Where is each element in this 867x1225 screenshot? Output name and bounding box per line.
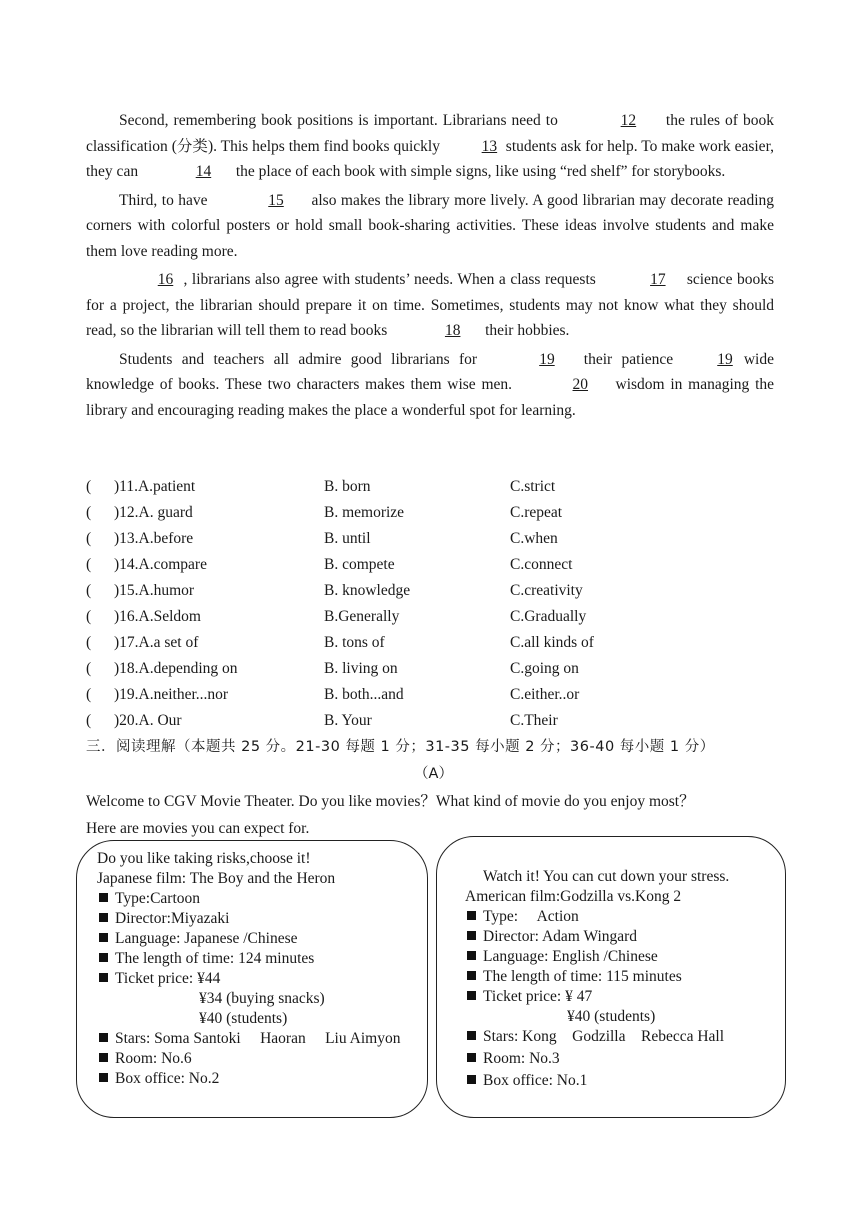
bullet-icon [99, 1073, 108, 1082]
paragraph-needs: 16 , librarians also agree with students’ needs. When a class requests 17 science books for a project, the librarian should prepare it on time. Sometimes, students may not know what they should read, so the librarian will tell them to read books 18 their hobbies. [86, 267, 774, 344]
option-row: ( )14.A.compare B. compete C.connect [86, 556, 573, 573]
card-stars: Stars: Soma Santoki Haoran Liu Aimyon [77, 1029, 427, 1049]
card-box-office: Box office: No.2 [77, 1069, 427, 1089]
option-row: ( )18.A.depending on B. living on C.going on [86, 660, 579, 677]
bullet-icon [467, 1031, 476, 1040]
card-language: Language: Japanese /Chinese [77, 929, 427, 949]
card-type: Type:Cartoon [77, 889, 427, 909]
option-row: ( )17.A.a set of B. tons of C.all kinds of [86, 634, 594, 651]
bullet-icon [99, 1033, 108, 1042]
paragraph-admire: Students and teachers all admire good librarians for 19 their patience 19 wide knowledge of books. These two characters makes them wise men. 20 wisdom in managing the library and encouraging reading makes the place a wonderful spot for learning. [86, 347, 774, 424]
bullet-icon [467, 991, 476, 1000]
blank-17: 17 [650, 271, 666, 288]
blank-18: 18 [444, 322, 461, 339]
blank-13: 13 [481, 137, 498, 155]
bullet-icon [99, 973, 108, 982]
card-price-students: ¥40 (students) [567, 1008, 656, 1025]
movie-card-boy-and-heron [76, 840, 428, 1118]
blank-14: 14 [195, 163, 212, 180]
option-row: ( )19.A.neither...nor B. both...and C.either..or [86, 686, 580, 703]
subsection-heading: （A） [414, 766, 453, 782]
bullet-icon [99, 953, 108, 962]
option-row: ( )20.A. Our B. Your C.Their [86, 712, 558, 729]
blank-19b: 19 [717, 350, 733, 368]
option-row: ( )13.A.before B. until C.when [86, 530, 558, 547]
bullet-icon [467, 931, 476, 940]
movie-card-godzilla-kong [436, 836, 786, 1118]
bullet-icon [467, 971, 476, 980]
card-price: Ticket price: ¥44 [77, 969, 427, 989]
bullet-icon [99, 1053, 108, 1062]
blank-12: 12 [620, 112, 637, 129]
card-language: Language: English /Chinese [437, 947, 785, 967]
bullet-icon [467, 951, 476, 960]
blank-16: 16 [157, 271, 174, 288]
card-box-office: Box office: No.1 [437, 1071, 785, 1091]
blank-15: 15 [268, 191, 284, 209]
card-price-students: ¥40 (students) [199, 1010, 288, 1027]
reading-intro: Welcome to CGV Movie Theater. Do you like movies？What kind of movie do you enjoy most？ Here are movies you can expect for. [86, 793, 695, 837]
bullet-icon [99, 933, 108, 942]
bullet-icon [99, 893, 108, 902]
section-heading: 三．阅读理解（本题共 25 分。21-30 每题 1 分；31-35 每小题 2 分；36-40 每小题 1 分） [86, 739, 715, 755]
paragraph-second: Second, remembering book positions is important. Librarians need to 12 the rules of book classification (分类). This helps them find books quickly 13 students ask for help. To make work easier, they can 14 the place of each book with simple signs, like using “red shelf” for storybooks. [86, 108, 774, 185]
card-tagline: Do you like taking risks,choose it! [97, 850, 311, 867]
card-price: Ticket price: ¥ 47 [437, 987, 785, 1007]
card-type: Type: Action [437, 907, 785, 927]
card-stars: Stars: Kong Godzilla Rebecca Hall [437, 1027, 785, 1047]
option-row: ( )15.A.humor B. knowledge C.creativity [86, 582, 583, 599]
card-room: Room: No.3 [437, 1049, 785, 1069]
option-row: ( )11.A.patient B. born C.strict [86, 478, 556, 495]
option-row: ( )16.A.Seldom B.Generally C.Gradually [86, 608, 587, 625]
blank-19a: 19 [539, 350, 555, 368]
bullet-icon [467, 911, 476, 920]
card-director: Director: Adam Wingard [437, 927, 785, 947]
bullet-icon [467, 1075, 476, 1084]
paragraph-third: Third, to have 15 also makes the library more lively. A good librarian may decorate reading corners with colorful posters or hold small book-sharing activities. These ideas involve students and make them love reading more. [86, 188, 774, 265]
card-director: Director:Miyazaki [77, 909, 427, 929]
card-film-title: American film:Godzilla vs.Kong 2 [465, 888, 682, 905]
card-tagline: Watch it! You can cut down your stress. [483, 868, 730, 885]
card-film-title: Japanese film: The Boy and the Heron [97, 870, 336, 887]
option-row: ( )12.A. guard B. memorize C.repeat [86, 504, 563, 521]
card-length: The length of time: 124 minutes [77, 949, 427, 969]
cloze-passage [86, 108, 774, 423]
options-list [86, 474, 786, 734]
blank-20: 20 [572, 376, 589, 393]
card-price-snacks: ¥34 (buying snacks) [199, 990, 325, 1007]
bullet-icon [99, 913, 108, 922]
card-length: The length of time: 115 minutes [437, 967, 785, 987]
card-room: Room: No.6 [77, 1049, 427, 1069]
bullet-icon [467, 1053, 476, 1062]
